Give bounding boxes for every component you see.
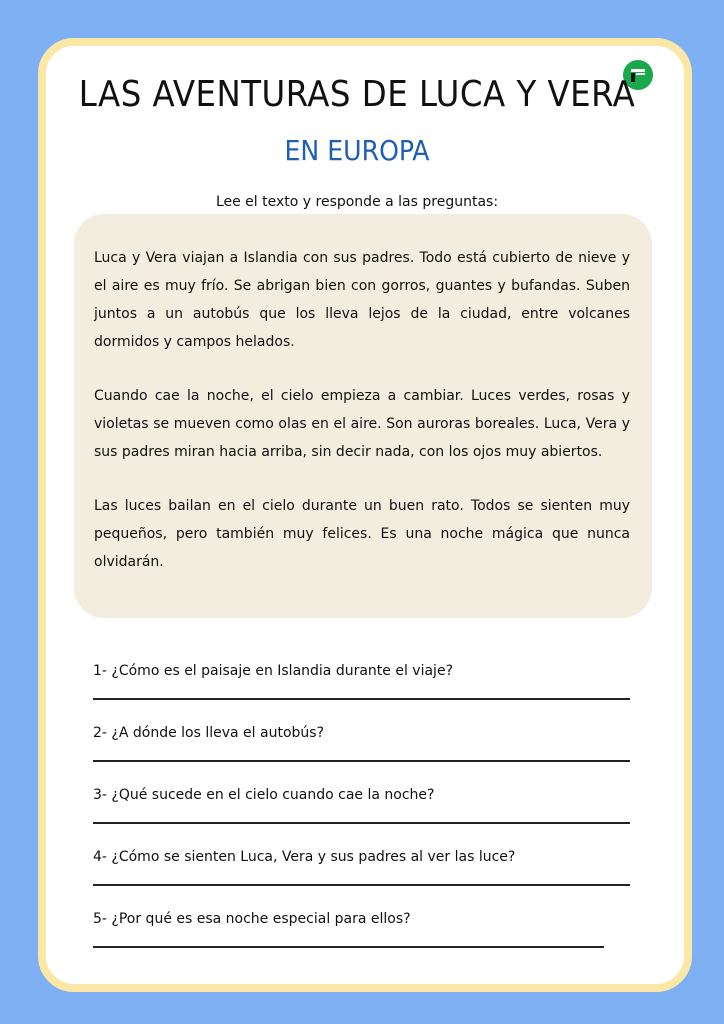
question-4-text: 4- ¿Cómo se sienten Luca, Vera y sus padres al ver las luce?	[93, 849, 516, 865]
question-1	[93, 660, 633, 682]
answer-line-2[interactable]	[93, 760, 630, 762]
page-title: LAS AVENTURAS DE LUCA Y VERA	[78, 74, 636, 115]
instruction-text: Lee el texto y responde a las preguntas:	[215, 194, 499, 210]
passage-paragraph-1: Luca y Vera viajan a Islandia con sus padres. Todo está cubierto de nieve y el aire es muy frío. Se abrigan bien con gorros, guantes y bufandas. Suben juntos a un autobús que los lleva lejos de la ciudad, entre volcanes dormidos y campos helados.	[94, 250, 630, 350]
question-3	[93, 784, 633, 806]
answer-line-1[interactable]	[93, 698, 630, 700]
worksheet-card	[38, 38, 692, 992]
reading-passage	[94, 244, 630, 602]
question-3-text: 3- ¿Qué sucede en el cielo cuando cae la noche?	[93, 787, 435, 803]
answer-line-3[interactable]	[93, 822, 630, 824]
passage-paragraph-3: Las luces bailan en el cielo durante un buen rato. Todos se sienten muy pequeños, pero también muy felices. Es una noche mágica que nunca olvidarán.	[94, 498, 630, 570]
question-2-text: 2- ¿A dónde los lleva el autobús?	[93, 725, 324, 741]
question-1-text: 1- ¿Cómo es el paisaje en Islandia durante el viaje?	[93, 663, 453, 679]
question-5	[93, 908, 633, 930]
question-5-text: 5- ¿Por qué es esa noche especial para ellos?	[93, 911, 411, 927]
question-2	[93, 722, 633, 744]
answer-line-4[interactable]	[93, 884, 630, 886]
passage-paragraph-2: Cuando cae la noche, el cielo empieza a cambiar. Luces verdes, rosas y violetas se mueven como olas en el aire. Son auroras boreales. Luca, Vera y sus padres miran hacia arriba, sin decir nada, con los ojos muy abiertos.	[94, 388, 630, 460]
reading-passage-box	[74, 214, 652, 618]
question-4	[93, 846, 633, 868]
answer-line-5[interactable]	[93, 946, 604, 948]
page-subtitle: EN EUROPA	[284, 134, 430, 167]
